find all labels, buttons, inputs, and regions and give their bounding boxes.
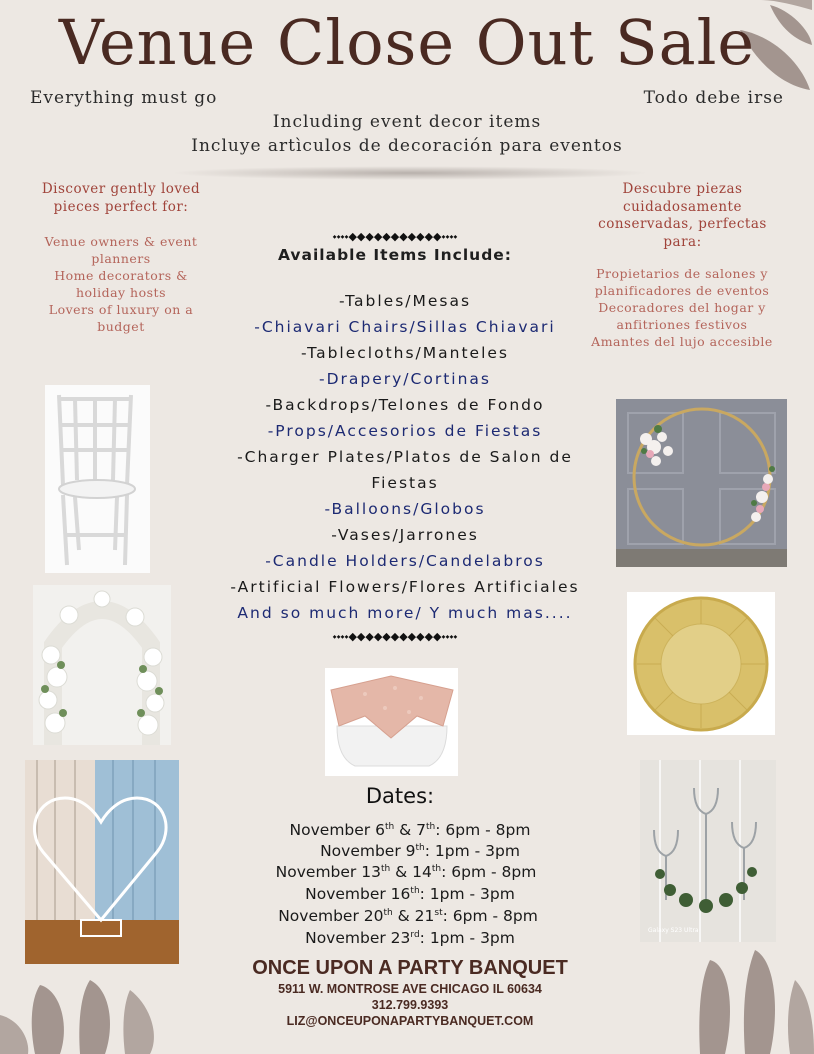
subtitle-spanish: Incluye artìculos de decoración para eventos [191, 136, 623, 156]
audience-item: Venue owners & event planners [44, 234, 198, 266]
date-row: November 9th: 1pm - 3pm [320, 842, 520, 861]
item-tablecloths: -Tablecloths/Manteles [301, 344, 509, 362]
date-row: November 20th & 21st: 6pm - 8pm [278, 907, 538, 926]
audience-item: Home decorators & holiday hosts [54, 268, 188, 300]
item-drapery: -Drapery/Cortinas [318, 370, 491, 388]
dates-heading: Dates: [365, 784, 435, 808]
page-title: Venue Close Out Sale [58, 6, 756, 79]
photo-floral-arch [33, 585, 171, 745]
date-row: November 13th & 14th: 6pm - 8pm [275, 863, 537, 882]
photo-candle-holders [640, 760, 776, 942]
left-intro: Discover gently loved pieces perfect for: [41, 181, 201, 215]
charger-plate-image [627, 592, 775, 735]
tagline-spanish: Todo debe irse [643, 88, 784, 108]
date-row: November 6th & 7th: 6pm - 8pm [289, 821, 531, 840]
business-address: 5911 W. MONTROSE AVE CHICAGO IL 60634 [278, 982, 542, 996]
item-more: And so much more/ Y much mas.... [237, 604, 573, 622]
tagline-english: Everything must go [30, 88, 218, 108]
item-vases: -Vases/Jarrones [331, 526, 479, 544]
available-items-heading: Available Items Include: [277, 246, 512, 264]
item-candle-holders: -Candle Holders/Candelabros [265, 552, 545, 570]
subtitle-english: Including event decor items [272, 112, 542, 132]
header-divider [170, 166, 650, 180]
item-backdrops: -Backdrops/Telones de Fondo [265, 396, 545, 414]
right-intro: Descubre piezas cuidadosamente conservadas, perfectas para: [598, 181, 767, 250]
photo-tablecloth [325, 668, 458, 776]
item-chairs: -Chiavari Chairs/Sillas Chiavari [254, 318, 556, 336]
tablecloth-image [325, 668, 458, 776]
audience-item: Lovers of luxury on a budget [48, 302, 194, 334]
leaf-decoration-bottom-left [0, 975, 180, 1054]
date-row: November 23rd: 1pm - 3pm [305, 929, 515, 948]
heart-backdrop-image [25, 760, 179, 964]
photo-caption: Galaxy S23 Ultra [648, 927, 699, 934]
item-props: -Props/Accesorios de Fiestas [267, 422, 543, 440]
leaf-decoration-bottom-right [690, 940, 814, 1054]
photo-chiavari-chair [45, 385, 150, 573]
arch-image [616, 399, 787, 567]
item-balloons: -Balloons/Globos [324, 500, 486, 518]
business-phone[interactable]: 312.799.9393 [371, 998, 449, 1012]
diamond-divider-top: ⬩⬩⬩⬩◆◆◆◆◆◆◆◆◆◆◆⬩⬩⬩⬩ [332, 230, 458, 243]
business-name: ONCE UPON A PARTY BANQUET [252, 957, 568, 979]
item-charger-plates: -Charger Plates/Platos de Salon de [237, 448, 573, 466]
audience-item: Amantes del lujo accesible [591, 334, 773, 349]
photo-gold-charger-plate [627, 592, 775, 735]
date-row: November 16th: 1pm - 3pm [305, 885, 515, 904]
photo-round-arch [616, 399, 787, 567]
left-audience [30, 233, 212, 335]
diamond-divider-bottom: ⬩⬩⬩⬩◆◆◆◆◆◆◆◆◆◆◆⬩⬩⬩⬩ [332, 630, 458, 643]
photo-heart-backdrop [25, 760, 179, 964]
floral-arch-image [33, 585, 171, 745]
item-charger-plates-cont: Fiestas [371, 474, 439, 492]
candle-holders-image [640, 760, 776, 942]
chair-image [45, 385, 150, 573]
item-tables: -Tables/Mesas [338, 292, 472, 310]
audience-item: Decoradores del hogar y anfitriones festivos [598, 300, 766, 332]
item-artificial-flowers: -Artificial Flowers/Flores Artificiales [230, 578, 580, 596]
audience-item: Propietarios de salones y planificadores de eventos [594, 266, 770, 298]
business-email[interactable]: LIZ@ONCEUPONAPARTYBANQUET.COM [286, 1014, 534, 1028]
